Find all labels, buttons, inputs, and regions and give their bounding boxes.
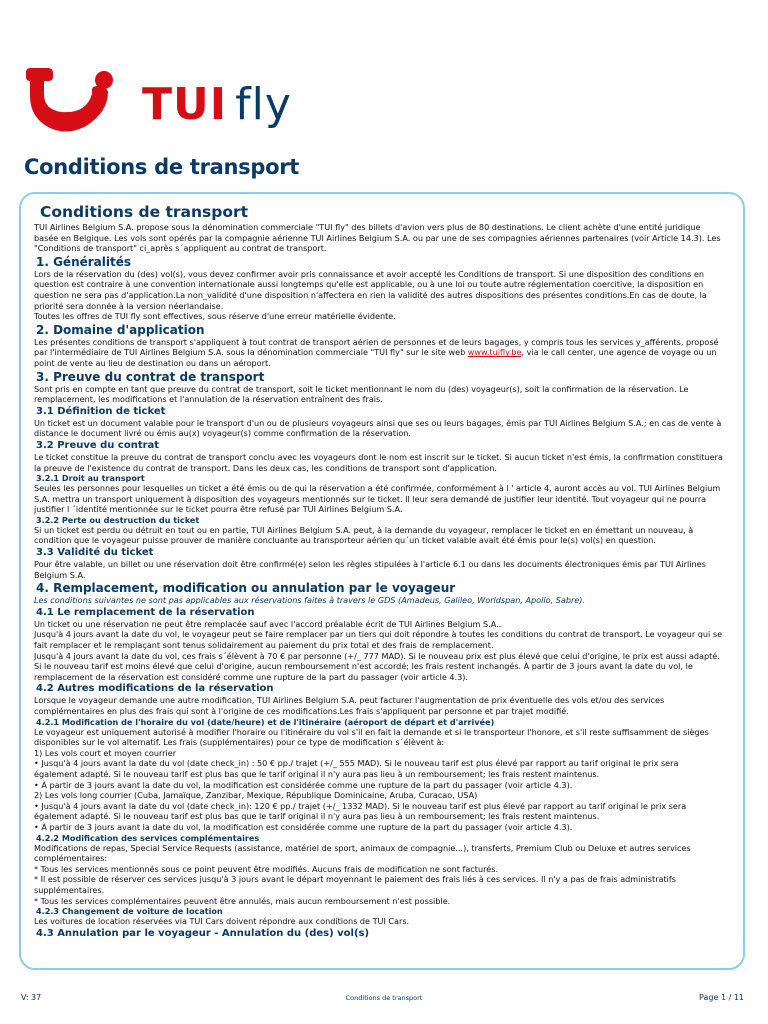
footer-version: V: 37 <box>21 993 42 1002</box>
page-title: Conditions de transport <box>24 155 300 179</box>
section-3-title: 3. Preuve du contrat de transport <box>36 369 265 384</box>
section-4-3-title: 4.3 Annulation par le voyageur - Annulation du (des) vol(s) <box>36 927 370 939</box>
section-4-1-paragraph: Jusqu'à 4 jours avant la date du vol, ces frais s´élèvent à 70 € par personne (+/_ 777 MAD). Si le nouveau prix est plus élevé que celui d'origine, le prix est aussi adapté. Si le nouveau tarif est moins élevé que celui d'origine, aucun remboursement n'est accordé; les frais restent inchangés. À partir de 3 jours avant la date du vol, le remplacement de la réservation est considéré comme une rupture de la part du passager (voir article 4.3). <box>34 650 720 682</box>
intro-paragraph: TUI Airlines Belgium S.A. propose sous la dénomination commerciale "TUI fly" des billets d'avion vers plus de 80 destinations. Le client achète d'une entité juridique basée en Belgique. Les vols sont opérés par la compagnie aérienne TUI Airlines Belgium S.A. ou par une de ses compagnies aériennes partenaires (voir Article 14.3). Les "Conditions de transport" ci_après s´appliquent au contrat de transport. <box>34 222 721 254</box>
doc-title: Conditions de transport <box>40 203 249 221</box>
section-1-paragraph: Toutes les offres de TUI fly sont effectives, sous réserve d'une erreur matérielle évidente. <box>34 311 396 322</box>
section-4-2-2-paragraph: Modifications de repas, Special Service Requests (assistance, matériel de sport, animaux de compagnie...), transferts, Premium Club ou Deluxe et autres services complémentaires: <box>34 842 691 864</box>
list-item: • À partir de 3 jours avant la date du vol, la modification est considérée comme une rupture de la part du passager (voir article 4.3). <box>34 779 573 790</box>
list-item: • À partir de 3 jours avant la date du vol, la modification est considérée comme une rupture de la part du passager (voir article 4.3). <box>34 821 573 832</box>
section-4-1-title: 4.1 Le remplacement de la réservation <box>36 606 255 618</box>
section-2-paragraph: Les présentes conditions de transport s'appliquent à tout contrat de transport aérien de personnes et de leurs bagages, y compris tous les services y_afférents, proposé par l'intermédiaire de TUI Airlines Belgium S.A. sous la dénomination commerciale "TUI fly" sur le site web www.tuifly.be, via le call center, une agence de voyage ou un point de vente au lieu de destination ou dans un aéroport. <box>34 336 719 368</box>
list-item: 2) Les vols long courrier (Cuba, Jamaïque, Zanzibar, Mexique, République Dominicaine, Aruba, Curacao, USA) <box>34 790 478 801</box>
section-4-2-1-title: 4.2.1 Modification de l'horaire du vol (date/heure) et de l'itinéraire (aéroport de départ et d'arrivée) <box>36 716 495 727</box>
list-item: * Tous les services complémentaires peuvent être annulés, mais aucun remboursement n'est possible. <box>34 895 451 906</box>
section-3-3-paragraph: Pour être valable, un billet ou une réservation doit être confirmé(e) selon les règles stipulées à l'article 6.1 ou dans les documents électroniques émis par TUI Airlines Belgium S.A. <box>34 559 706 580</box>
section-3-1-title: 3.1 Définition de ticket <box>36 405 166 417</box>
section-4-note: Les conditions suivantes ne sont pas applicables aux réservations faites à travers le GDS (Amadeus, Galileo, Worldspan, Apollo, Sabre). <box>34 595 585 606</box>
section-2-title: 2. Domaine d'application <box>36 322 205 337</box>
section-3-2-1-title: 3.2.1 Droit au transport <box>36 473 145 484</box>
section-3-paragraph: Sont pris en compte en tant que preuve du contrat de transport, soit le ticket mentionnant le nom du (des) voyageur(s), soit la confirmation de la réservation. Le remplacement, les modifications et l'annulation de la réservation entraînent des frais. <box>34 383 689 405</box>
list-item: 1) Les vols court et moyen courrier <box>34 747 177 758</box>
section-3-2-title: 3.2 Preuve du contrat <box>36 439 160 451</box>
section-3-2-2-paragraph: Si un ticket est perdu ou détruit en tout ou en partie, TUI Airlines Belgium S.A. peut, à la demande du voyageur, remplacer le ticket en en émettant un nouveau, à condition que le voyageur puisse prouver de manière concluante au transporteur aérien qu´un ticket valable avait été émis pour le(s) vol(s) en question. <box>34 524 694 546</box>
section-4-2-3-paragraph: Les voitures de location réservées via TUI Cars doivent répondre aux conditions de TUI Cars. <box>34 916 410 927</box>
section-4-2-2-title: 4.2.2 Modification des services complémentaires <box>36 832 260 843</box>
section-4-2-paragraph: Lorsque le voyageur demande une autre modification, TUI Airlines Belgium S.A. peut facturer l'augmentation de prix éventuelle des vols et/ou des services complémentaires en plus des frais qui sont à l'origine de ces modifications.Les frais s'appliquent par personne et par trajet modifié. <box>34 695 665 716</box>
document-body <box>34 203 724 940</box>
section-3-1-paragraph: Un ticket est un document valable pour le transport d'un ou de plusieurs voyageurs ainsi que ses ou leurs bagages, émis par TUI Airlines Belgium S.A.; en cas de vente à distance le document livré ou émis au(x) voyageur(s) comme confirmation de la réservation. <box>34 417 722 439</box>
section-3-3-title: 3.3 Validité du ticket <box>36 547 154 559</box>
footer-page-number: Page 1 / 11 <box>699 993 744 1002</box>
section-4-2-title: 4.2 Autres modifications de la réservation <box>36 683 274 695</box>
list-item: * Il est possible de réserver ces services jusqu'à 3 jours avant le départ moyennant le paiement des frais liés à ces services. Il n'y a pas de frais administratifs supplémentaires. <box>34 874 676 895</box>
brand-logo-text: TUI fly <box>142 79 292 130</box>
tuifly-link[interactable]: www.tuifly.be <box>467 347 522 358</box>
section-3-2-1-paragraph: Seules les personnes pour lesquelles un ticket a été émis ou de qui la réservation a été confirmée, conformément à l ' article 4, auront accès au vol. TUI Airlines Belgium S.A. mettra un transport uniquement à disposition des voyageurs mentionnés sur le ticket. Il leur sera demandé de justifier leur identité. Tout voyageur qui ne pourra justifier l ´identité mentionnée sur le ticket pourra être refusé par TUI Airlines Belgium S.A. <box>34 483 721 515</box>
section-3-2-paragraph: Le ticket constitue la preuve du contrat de transport conclu avec les voyageurs dont le nom est inscrit sur le ticket. Si aucun ticket n'est émis, la confirmation constituera la preuve de l'existence du contrat de transport. Dans les deux cas, les conditions de transport sont d'application. <box>34 451 723 473</box>
section-4-2-1-paragraph: Le voyageur est uniquement autorisé à modifier l'horaire ou l'itinéraire du vol s'il en fait la demande et si le transporteur l'honore, et s'il reste suffisamment de sièges disponibles sur le vol alternatif. Les frais (supplémentaires) pour ce type de modification s´élèvent à: <box>34 726 709 748</box>
list-item: * Tous les services mentionnés sous ce point peuvent être modifiés. Aucuns frais de modification ne sont facturés. <box>34 863 499 874</box>
section-3-2-2-title: 3.2.2 Perte ou destruction du ticket <box>36 514 200 525</box>
footer-doc-title: Conditions de transport <box>345 994 423 1002</box>
section-4-2-3-title: 4.2.3 Changement de voiture de location <box>36 906 223 917</box>
section-1-paragraph: Lors de la réservation du (des) vol(s), vous devez confirmer avoir pris connaissance et avoir accepté les Conditions de transport. Si une disposition des conditions en question est contraire à une convention internationale aussi longtemps qu'elle est applicable, ou à une loi ou toute autre réglementation coercitive, la disposition en question ne sera pas d'application.La non_validité d'une disposition n'affectera en rien la validité des autres dispositions des présentes conditions.En cas de doute, la priorité sera donnée à la version néerlandaise. <box>34 268 707 311</box>
section-4-1-paragraph: Jusqu'à 4 jours avant la date du vol, le voyageur peut se faire remplacer par un tiers qui doit répondre à toutes les conditions du contrat de transport. Le voyageur qui se fait remplacer et le remplaçant sont tenus solidairement au paiement du prix total et des frais de remplacement. <box>34 629 723 651</box>
list-item: • Jusqu'à 4 jours avant la date du vol (date check_in): 120 € pp./ trajet (+/_ 1332 MAD). Si le nouveau tarif est plus élevé par rapport au tarif original le prix sera également adapté. Si le nouveau tarif est plus bas que le tarif original il n'y aura pas lieu à un remboursement; les frais restent maintenus. <box>34 800 687 822</box>
section-1-title: 1. Généralités <box>36 254 132 269</box>
list-item: • Jusqu'à 4 jours avant la date du vol (date check_in) : 50 € pp./ trajet (+/_ 555 MAD). Si le nouveau tarif est plus élevé par rapport au tarif original le prix sera également adapté. Si le nouveau tarif est plus bas que le tarif original il n'y aura pas lieu à un remboursement; les frais restent maintenus. <box>34 758 679 779</box>
section-4-1-paragraph: Un ticket ou une réservation ne peut être remplacée sauf avec l'accord préalable écrit de TUI Airlines Belgium S.A.. <box>34 618 502 629</box>
section-4-title: 4. Remplacement, modification ou annulation par le voyageur <box>36 581 456 596</box>
